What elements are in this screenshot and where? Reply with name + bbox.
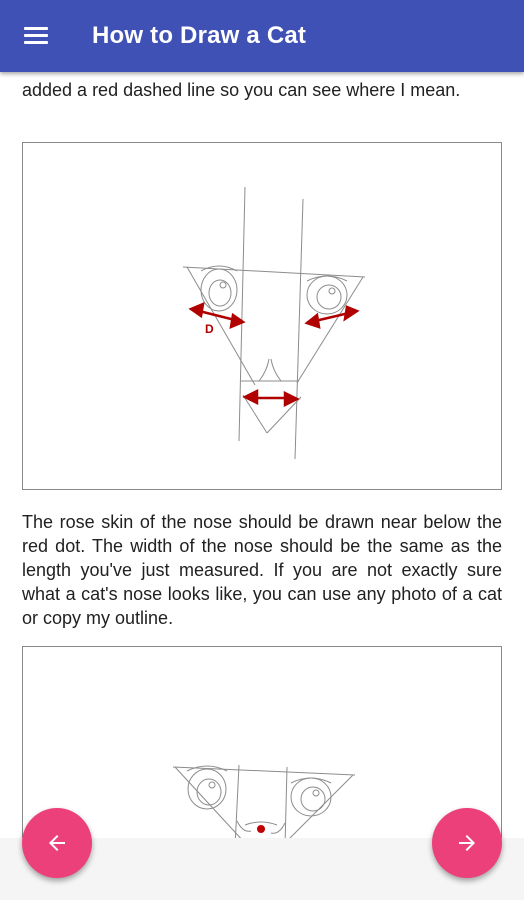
instruction-paragraph: added a red dashed line so you can see where I mean. <box>22 80 461 100</box>
previous-step-button[interactable] <box>22 808 92 878</box>
page-title: How to Draw a Cat <box>92 22 307 49</box>
app-bar <box>0 0 524 72</box>
next-step-button[interactable] <box>432 808 502 878</box>
tutorial-figure <box>22 142 502 490</box>
arrow-right-icon <box>455 831 479 855</box>
arrow-left-icon <box>45 831 69 855</box>
cat-face-sketch-with-red-measurement-arrows <box>23 143 501 489</box>
measurement-label: D <box>205 322 214 336</box>
hamburger-menu-icon[interactable] <box>14 20 58 52</box>
instruction-paragraph: The rose skin of the nose should be drawn near below the red dot. The width of the nose should be the same as the length you've just measured. If you are not exactly sure what a cat's nose looks like, you can use any photo of a cat or copy my outline. <box>22 512 502 628</box>
tutorial-content[interactable] <box>0 72 524 900</box>
